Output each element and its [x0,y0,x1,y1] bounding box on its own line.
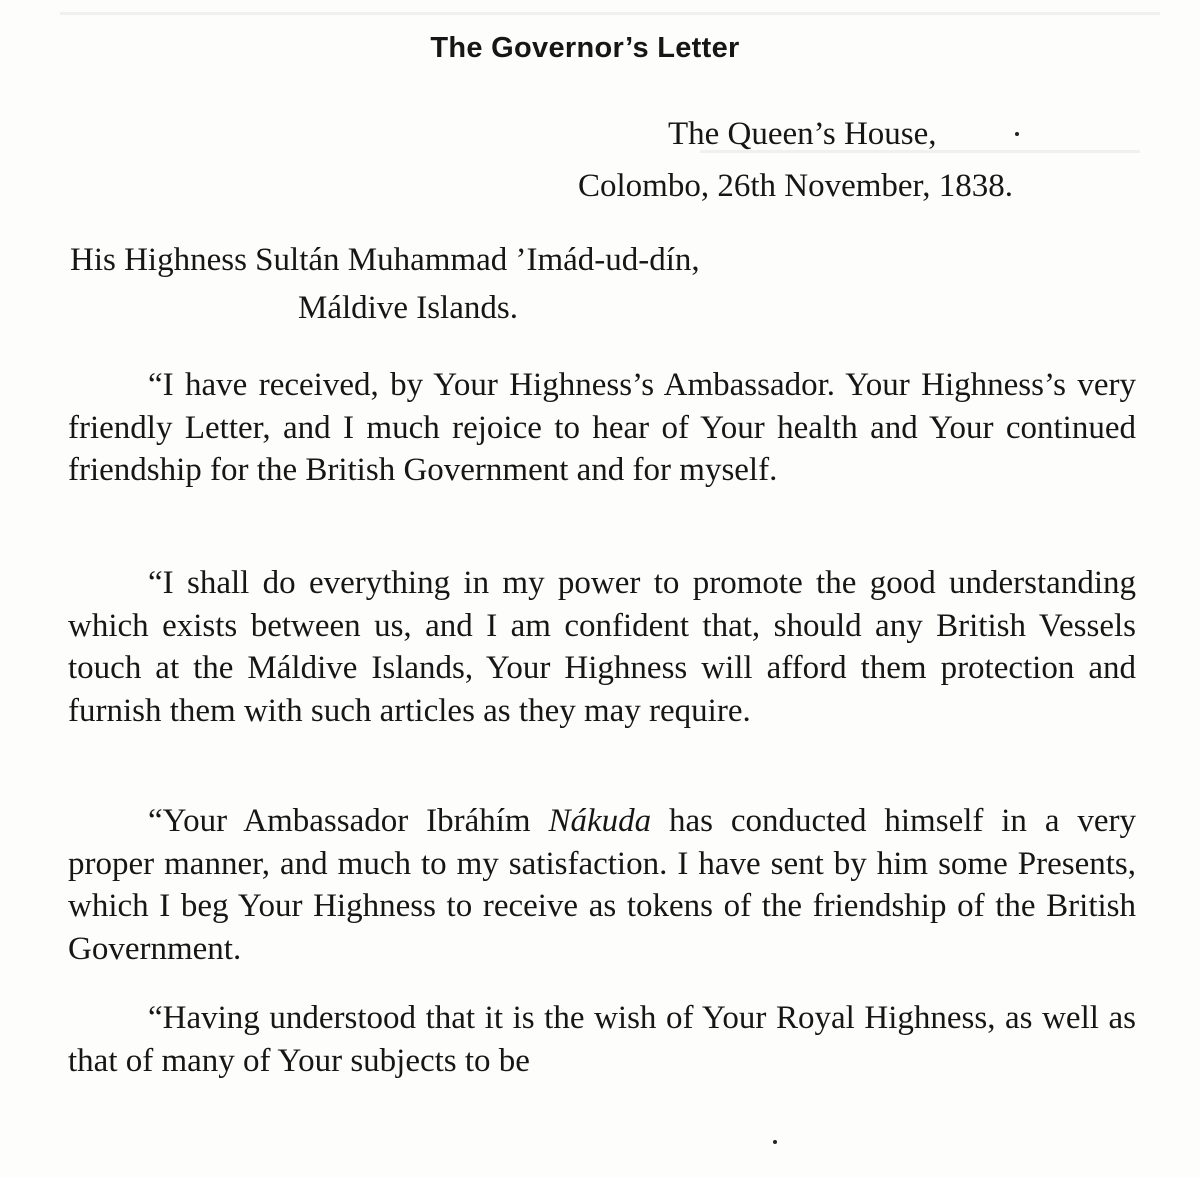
paragraph-1: “I have received, by Your Highness’s Ambassador. Your Highness’s very friendly Letter, and I much rejoice to hear of Your health and Your continued friendship for the British Government and for myself. [68,367,1136,488]
paragraph-3-text-end: has conducted himself in a very proper manner, and much to my satisfaction. I have sent by him some Presents, which I beg Your Highness to receive as tokens of the friendship of the British Government. [68,803,1136,967]
address-line-2: Colombo, 26th November, 1838. [578,168,1013,204]
print-speck [773,1140,777,1144]
paragraph-3-italic-name: Nákuda [548,803,652,839]
page-title: The Governor’s Letter [430,32,740,64]
paragraph-3-text-start: “Your Ambassador Ibráhím [148,803,549,839]
bleed-through-line [60,12,1160,15]
recipient-line-1: His Highness Sultán Muhammad ’Imád-ud-dín, [70,242,700,278]
paragraph-2: “I shall do everything in my power to promote the good understanding which exists between us, and I am confident that, should any British Vessels touch at the Máldive Islands, Your Highness will afford them protection and furnish them with such articles as they may require. [68,565,1136,729]
paragraph-3 [68,800,1136,970]
address-line-1: The Queen’s House, [668,116,937,152]
print-speck [1015,132,1019,136]
paragraph-4: “Having understood that it is the wish of Your Royal Highness, as well as that of many of Your subjects to be [68,1000,1136,1079]
recipient-line-2: Máldive Islands. [298,290,518,326]
